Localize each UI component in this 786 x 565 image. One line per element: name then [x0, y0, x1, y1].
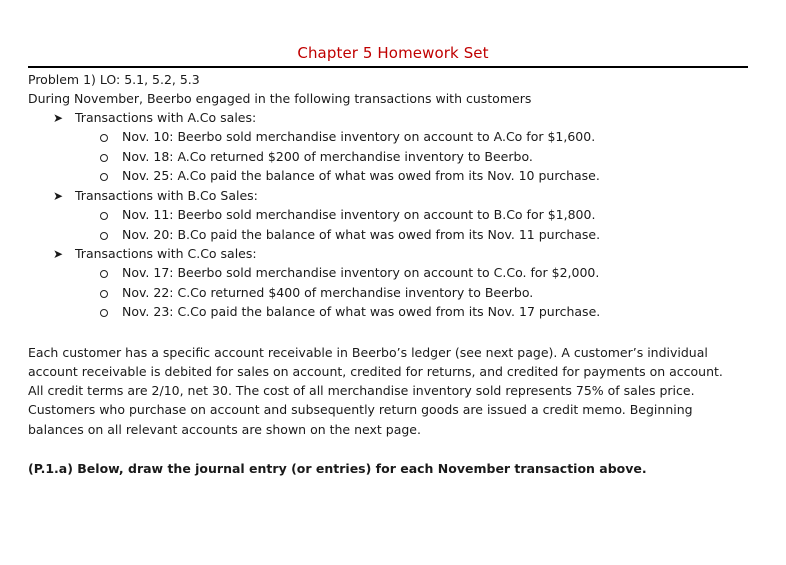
- paragraph-line: All credit terms are 2/10, net 30. The cost of all merchandise inventory sold represents 75% of sales price.: [28, 383, 695, 398]
- arrow-bullet-icon: ➤: [53, 189, 64, 203]
- arrow-bullet-icon: ➤: [53, 111, 64, 125]
- instruction-text: (P.1.a) Below, draw the journal entry (or entries) for each November transaction above.: [28, 461, 647, 476]
- list-item: Nov. 11: Beerbo sold merchandise inventory on account to B.Co for $1,800.: [122, 207, 596, 222]
- group-label-cco: Transactions with C.Co sales:: [75, 246, 257, 261]
- circle-bullet-icon: [100, 134, 108, 142]
- list-item: Nov. 10: Beerbo sold merchandise inventory on account to A.Co for $1,600.: [122, 129, 596, 144]
- paragraph-line: Each customer has a specific account receivable in Beerbo’s ledger (see next page). A customer’s individual: [28, 345, 708, 360]
- title-divider: [28, 66, 748, 68]
- circle-bullet-icon: [100, 232, 108, 240]
- paragraph-line: Customers who purchase on account and subsequently return goods are issued a credit memo. Beginning: [28, 402, 693, 417]
- list-item: Nov. 25: A.Co paid the balance of what was owed from its Nov. 10 purchase.: [122, 168, 600, 183]
- paragraph-line: account receivable is debited for sales on account, credited for returns, and credited for payments on account.: [28, 364, 723, 379]
- circle-bullet-icon: [100, 212, 108, 220]
- list-item: Nov. 20: B.Co paid the balance of what was owed from its Nov. 11 purchase.: [122, 227, 601, 242]
- list-item: Nov. 17: Beerbo sold merchandise inventory on account to C.Co. for $2,000.: [122, 265, 600, 280]
- group-label-aco: Transactions with A.Co sales:: [75, 110, 257, 125]
- circle-bullet-icon: [100, 309, 108, 317]
- group-label-bco: Transactions with B.Co Sales:: [75, 188, 258, 203]
- circle-bullet-icon: [100, 173, 108, 181]
- circle-bullet-icon: [100, 270, 108, 278]
- list-item: Nov. 18: A.Co returned $200 of merchandise inventory to Beerbo.: [122, 149, 533, 164]
- arrow-bullet-icon: ➤: [53, 247, 64, 261]
- problem-header: Problem 1) LO: 5.1, 5.2, 5.3: [28, 72, 200, 87]
- circle-bullet-icon: [100, 290, 108, 298]
- intro-text: During November, Beerbo engaged in the following transactions with customers: [28, 91, 532, 106]
- circle-bullet-icon: [100, 154, 108, 162]
- list-item: Nov. 23: C.Co paid the balance of what was owed from its Nov. 17 purchase.: [122, 304, 601, 319]
- page-title: Chapter 5 Homework Set: [297, 44, 489, 62]
- list-item: Nov. 22: C.Co returned $400 of merchandise inventory to Beerbo.: [122, 285, 534, 300]
- paragraph-line: balances on all relevant accounts are shown on the next page.: [28, 422, 421, 437]
